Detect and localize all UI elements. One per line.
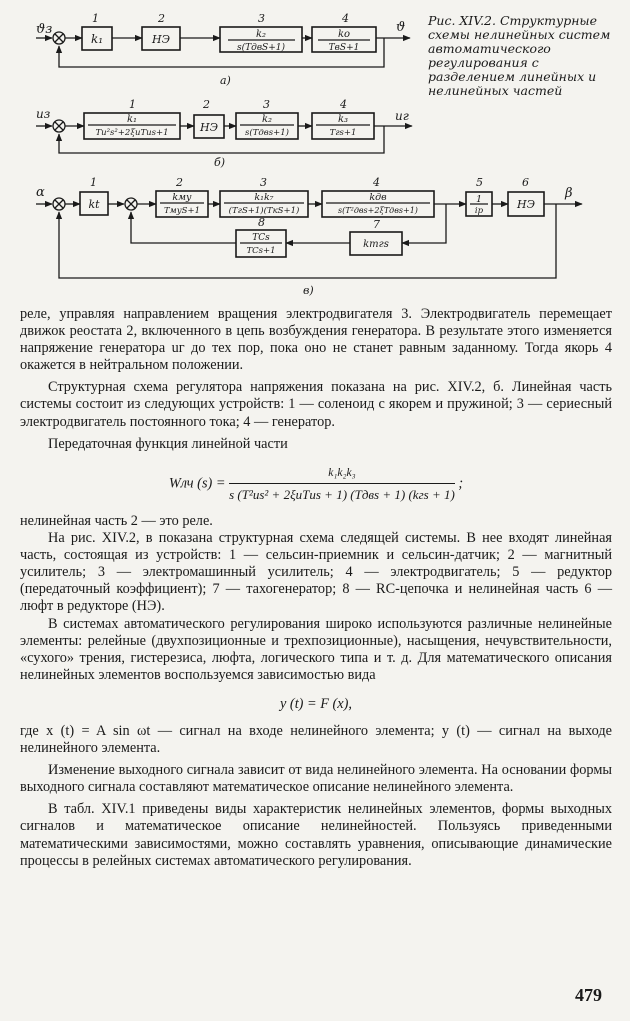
svg-text:4: 4 (373, 176, 380, 189)
svg-text:k₃: k₃ (337, 114, 349, 125)
svg-text:kдв: kдв (369, 192, 387, 203)
diagram-a-input: ϑз (36, 22, 53, 37)
paragraph: Изменение выходного сигнала зависит от вида нелинейного элемента. На основании формы выходного сигнала составляют математическое описание нелинейного элемента. (20, 762, 612, 796)
svg-text:ip: ip (474, 206, 484, 216)
transfer-function-formula (20, 465, 612, 503)
paragraph: где x (t) = A sin ωt — сигнал на входе нелинейного элемента; y (t) — сигнал на выходе нелинейного элемента. (20, 722, 612, 757)
diagram-b-label: б) (214, 156, 226, 169)
svg-text:k₂: k₂ (261, 114, 273, 125)
svg-text:8: 8 (258, 216, 265, 229)
paragraph: В системах автоматического регулирования широко используются различные нелинейные элементы: релейные (двухпозиционные и трехпозиционные), насыщения, нечувствительности, «сухого» трения, гистерезиса, люфта, логического типа и т. д. Для математического описания нелинейных элементов воспользуемся зависимостью вида (20, 615, 612, 683)
svg-text:7: 7 (373, 218, 380, 231)
diagram-b (36, 98, 412, 169)
svg-text:1: 1 (90, 176, 97, 189)
svg-text:1: 1 (92, 12, 99, 25)
paragraph: реле, управляя направлением вращения электродвигателя 3. Электродвигатель перемещает движок реостата 2, включенного в цепь возбуждения генератора. В результате этого изменяется напряжение генератора uг до тех пор, пока оно не станет равным заданному. Тогда якорь 4 окажется в нейтральном положении. (20, 306, 612, 374)
svg-text:2: 2 (158, 12, 165, 25)
diagram-a-label: а) (220, 74, 231, 87)
svg-text:s(Tдвs+1): s(Tдвs+1) (245, 128, 289, 138)
svg-text:k₂: k₂ (255, 29, 267, 40)
formula-denominator: s (T²иs² + 2ξиTиs + 1) (Tдвs + 1) (kгs + 1) (229, 486, 455, 502)
svg-text:1: 1 (475, 194, 483, 205)
svg-text:k₁: k₁ (126, 114, 138, 125)
svg-text:5: 5 (476, 176, 483, 189)
svg-text:НЭ: НЭ (151, 33, 171, 46)
formula-numerator: k₁k₂k₃ (229, 465, 455, 484)
svg-text:s(TдвS+1): s(TдвS+1) (236, 43, 286, 53)
diagram-c (36, 176, 582, 297)
paragraph: Структурная схема регулятора напряжения показана на рис. XIV.2, б. Линейная часть системы состоит из следующих устройств: 1 — соленоид с якорем и пружиной; 3 — сериесный электродвигатель постоянного тока; 4 — генератор. (20, 379, 612, 430)
diagram-b-output: uг (395, 109, 409, 123)
svg-text:Tгs+1: Tгs+1 (329, 128, 357, 138)
svg-text:TвS+1: TвS+1 (328, 43, 360, 53)
paragraph: В табл. XIV.1 приведены виды характеристик нелинейных элементов, формы выходных сигналов и математическое описание нелинейностей. Пользуясь приведенными математическими зависимостями, можно составлять уравнения, описывающие динамические процессы в релейных системах автоматического регулирования. (20, 801, 612, 869)
diagram-c-input: α (36, 185, 45, 200)
nonlinear-formula: y (t) = F (x), (280, 695, 352, 712)
formula-tail: ; (458, 475, 464, 492)
svg-text:3: 3 (260, 176, 267, 189)
svg-text:kму: kму (172, 192, 192, 203)
svg-text:1: 1 (129, 98, 136, 111)
svg-text:3: 3 (258, 12, 265, 25)
svg-text:k₁: k₁ (90, 32, 104, 46)
diagram-a (36, 12, 410, 87)
svg-text:kо: kо (337, 29, 351, 40)
svg-text:2: 2 (176, 176, 183, 189)
paragraph: На рис. XIV.2, в показана структурная схема следящей системы. В нее входят линейная часть, состоящая из устройств: 1 — сельсин-приемник и сельсин-датчик; 2 — магнитный усилитель; 3 — электромашинный усилитель; 4 — электродвигатель; 5 — редуктор (передаточный коэффициент); 7 — тахогенератор; 8 — RC-цепочка и нелинейная часть 6 — люфт в редукторе (НЭ). (20, 530, 612, 615)
svg-text:kt: kt (88, 198, 100, 211)
svg-text:НЭ: НЭ (516, 198, 536, 211)
svg-text:НЭ: НЭ (199, 121, 219, 134)
svg-text:TCs+1: TCs+1 (246, 246, 276, 256)
diagram-c-label: в) (303, 284, 314, 297)
svg-text:TмуS+1: TмуS+1 (163, 206, 201, 216)
paragraph: Передаточная функция линейной части (48, 435, 288, 452)
diagram-a-output: ϑ (396, 20, 406, 35)
svg-text:TCs: TCs (252, 233, 270, 243)
formula-lhs: Wлч (s) = (168, 475, 226, 492)
svg-text:3: 3 (263, 98, 270, 111)
svg-text:4: 4 (340, 98, 347, 111)
page-number: 479 (575, 985, 602, 1005)
diagram-b-input: uз (36, 107, 51, 121)
svg-text:4: 4 (342, 12, 349, 25)
svg-text:kтгs: kтгs (363, 239, 389, 250)
svg-text:2: 2 (203, 98, 210, 111)
figure-caption: Рис. XIV.2. Структурные схемы нелинейных систем автоматического регулирования с разделением линейных и нелинейных частей (428, 13, 611, 98)
svg-text:Tи²s²+2ξиTиs+1: Tи²s²+2ξиTиs+1 (95, 128, 169, 138)
svg-text:k₁k₇: k₁k₇ (254, 192, 274, 203)
svg-text:(TгS+1)(TкS+1): (TгS+1)(TкS+1) (228, 206, 300, 216)
formula-fraction (229, 465, 455, 503)
svg-text:s(T²двs+2ξTдвs+1): s(T²двs+2ξTдвs+1) (338, 206, 418, 215)
svg-text:6: 6 (522, 176, 529, 189)
diagram-c-output: β (565, 186, 573, 201)
page-body (20, 306, 612, 870)
paragraph: нелинейная часть 2 — это реле. (20, 512, 213, 529)
